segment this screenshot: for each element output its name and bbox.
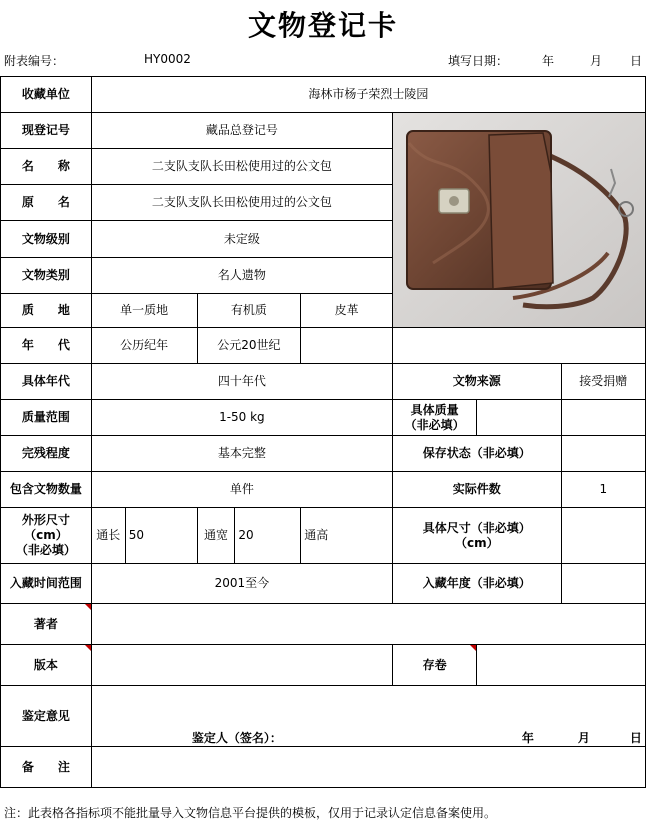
fill-date-year: 年 (542, 54, 555, 68)
state-value (561, 436, 645, 472)
width-label: 通宽 (197, 508, 235, 564)
author-value (91, 604, 645, 645)
appraisal-month: 月 (577, 731, 590, 745)
category-value: 名人遗物 (91, 257, 392, 293)
material-value-2: 有机质 (197, 293, 301, 327)
level-label: 文物级别 (1, 221, 92, 257)
volume-label: 存卷 (392, 645, 476, 686)
appraisal-label: 鉴定意见 (1, 686, 92, 747)
attach-number-label: 附表编号： (4, 54, 65, 68)
specific-era-value: 四十年代 (91, 364, 392, 400)
attach-number-value: HY0002 (144, 52, 191, 66)
category-label: 文物类别 (1, 257, 92, 293)
integrity-label: 完残程度 (1, 436, 92, 472)
briefcase-photo (393, 113, 645, 327)
footnote: 注：此表格各指标项不能批量导入文物信息平台提供的模板，仅用于记录认定信息备案使用。 (4, 806, 497, 820)
era-blank (392, 328, 645, 364)
specific-era-label: 具体年代 (1, 364, 92, 400)
name-value: 二支队支队长田松使用过的公文包 (91, 149, 392, 185)
state-label: 保存状态（非必填） (392, 436, 561, 472)
appraiser-signature-label: 鉴定人（签名）： (191, 731, 282, 745)
reg-no-label: 现登记号 (1, 113, 92, 149)
collection-unit-value: 海林市杨子荣烈士陵园 (91, 77, 645, 113)
integrity-value: 基本完整 (91, 436, 392, 472)
orig-name-value: 二支队支队长田松使用过的公文包 (91, 185, 392, 221)
fill-date-label: 填写日期： (448, 54, 509, 68)
specific-mass-label: 具体质量 （非必填） (392, 400, 476, 436)
fill-date-month: 月 (590, 54, 603, 68)
mass-value: 1-50 kg (91, 400, 392, 436)
appraisal-value (91, 686, 645, 747)
collection-unit-label: 收藏单位 (1, 77, 92, 113)
entry-time-value: 2001至今 (91, 564, 392, 604)
registration-table (0, 76, 646, 788)
edition-value (91, 645, 392, 686)
orig-name-label: 原 名 (1, 185, 92, 221)
level-value: 未定级 (91, 221, 392, 257)
remark-value (91, 747, 645, 788)
count-label: 包含文物数量 (1, 472, 92, 508)
mass-label: 质量范围 (1, 400, 92, 436)
era-value-2: 公元20世纪 (197, 328, 301, 364)
fill-date-day: 日 (630, 54, 643, 68)
edition-label: 版本 (1, 645, 92, 686)
entry-time-label: 入藏时间范围 (1, 564, 92, 604)
material-value-1: 单一质地 (91, 293, 197, 327)
artifact-photo (392, 113, 645, 328)
length-label: 通长 (91, 508, 125, 564)
reg-no-value: 藏品总登记号 (91, 113, 392, 149)
source-label: 文物来源 (392, 364, 561, 400)
era-value-3 (301, 328, 393, 364)
card-title: 文物登记卡 (247, 9, 398, 42)
author-label: 著者 (1, 604, 92, 645)
length-value: 50 (125, 508, 197, 564)
volume-value (477, 645, 646, 686)
entry-year-label: 入藏年度（非必填） (392, 564, 561, 604)
material-value-3: 皮革 (301, 293, 393, 327)
width-value: 20 (235, 508, 301, 564)
remark-label: 备 注 (1, 747, 92, 788)
appraisal-day: 日 (629, 731, 642, 745)
material-label: 质 地 (1, 293, 92, 327)
era-label: 年 代 (1, 328, 92, 364)
era-value-1: 公历纪年 (91, 328, 197, 364)
name-label: 名 称 (1, 149, 92, 185)
height-label: 通高 (301, 508, 393, 564)
source-value: 接受捐赠 (561, 364, 645, 400)
mass-extra (561, 400, 645, 436)
size-label: 外形尺寸 （cm） （非必填） (1, 508, 92, 564)
count-value: 单件 (91, 472, 392, 508)
specific-size-label: 具体尺寸（非必填） （cm） (392, 508, 561, 564)
specific-mass-value (477, 400, 561, 436)
entry-year-value (561, 564, 645, 604)
actual-count-label: 实际件数 (392, 472, 561, 508)
specific-size-value (561, 508, 645, 564)
appraisal-year: 年 (521, 731, 534, 745)
actual-count-value: 1 (561, 472, 645, 508)
